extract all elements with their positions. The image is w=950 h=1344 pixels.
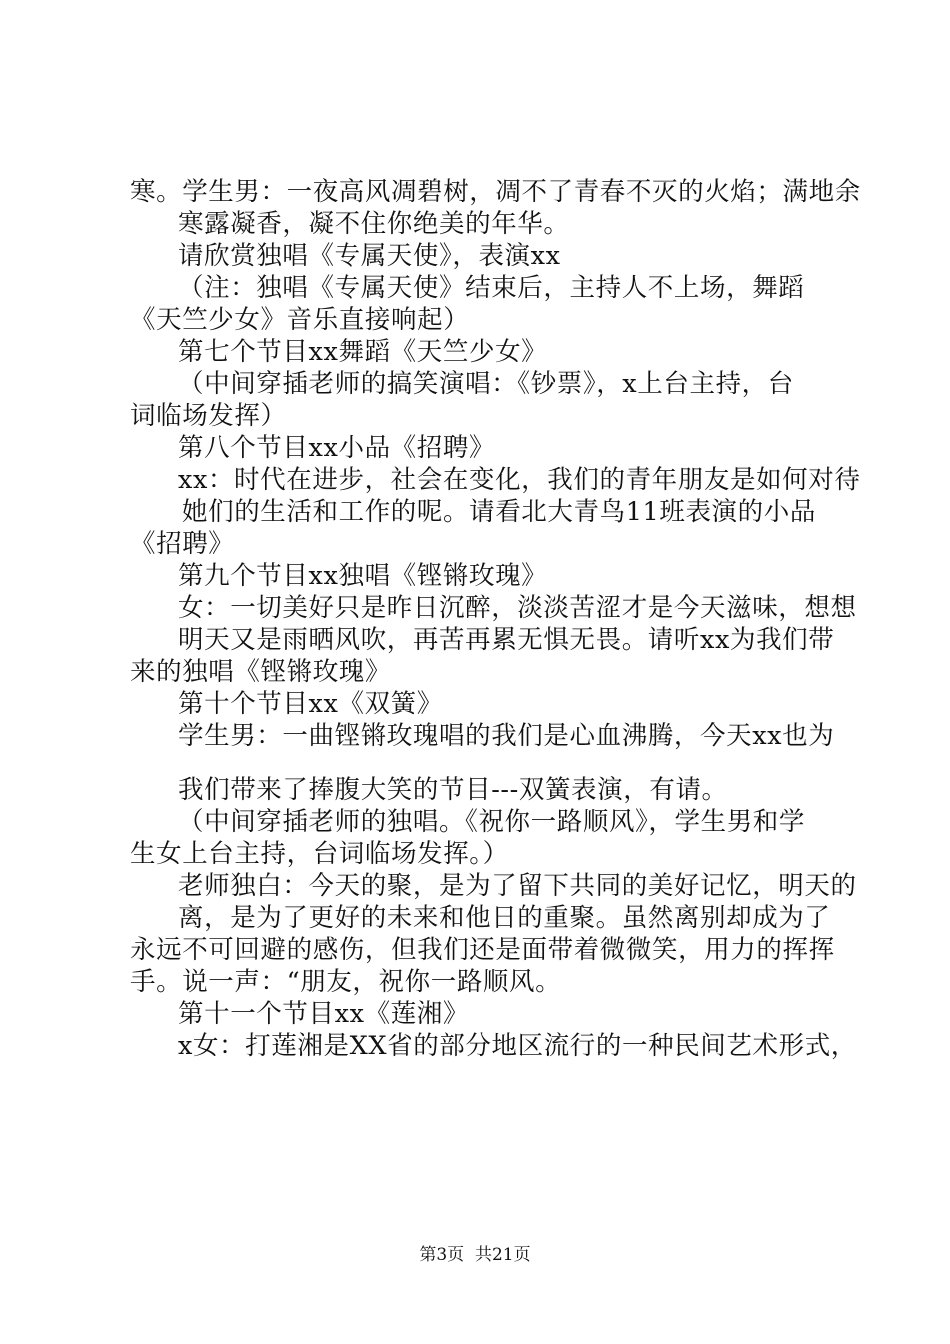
text-line: 永远不可回避的感伤，但我们还是面带着微微笑，用力的挥挥 (130, 935, 835, 965)
text-line: 第八个节目xx小品《招聘》 (178, 433, 496, 463)
text-line: 我们带来了捧腹大笑的节目---双簧表演，有请。 (178, 775, 728, 805)
text-line: 请欣赏独唱《专属天使》，表演xx (178, 241, 561, 271)
document-body (130, 176, 861, 1062)
text-line: 第七个节目xx舞蹈《天竺少女》 (178, 337, 548, 367)
text-line: 生女上台主持，台词临场发挥。） (130, 839, 509, 869)
text-line: 学生男：一曲铿锵玫瑰唱的我们是心血沸腾，今天xx也为 (178, 721, 835, 751)
text-line: （中间穿插老师的独唱。《祝你一路顺风》，学生男和学 (178, 807, 806, 837)
text-line: x女：打莲湘是XX省的部分地区流行的一种民间艺术形式， (178, 1031, 857, 1061)
text-line: 第九个节目xx独唱《铿锵玫瑰》 (178, 561, 548, 591)
text-line: 她们的生活和工作的呢。请看北大青鸟11班表演的小品 (182, 497, 816, 527)
text-line: 明天又是雨晒风吹，再苦再累无惧无畏。请听xx为我们带 (178, 625, 835, 655)
text-line: （中间穿插老师的搞笑演唱：《钞票》，x上台主持，台 (178, 369, 794, 399)
text-line: 老师独白：今天的聚，是为了留下共同的美好记忆，明天的 (178, 871, 857, 901)
page-footer (0, 1244, 950, 1266)
text-line: 词临场发挥） (130, 401, 287, 431)
text-line: 第十一个节目xx《莲湘》 (178, 999, 469, 1029)
text-line: 离，是为了更好的未来和他日的重聚。虽然离别却成为了 (178, 903, 831, 933)
text-line: 手。说一声：“朋友，祝你一路顺风。 (130, 967, 562, 997)
text-line: 《招聘》 (130, 529, 235, 559)
text-line: 来的独唱《铿锵玫瑰》 (130, 657, 392, 687)
text-line: xx：时代在进步，社会在变化，我们的青年朋友是如何对待 (178, 465, 861, 495)
text-line: 寒露凝香，凝不住你绝美的年华。 (178, 209, 570, 239)
text-line: 寒。学生男：一夜高风凋碧树，凋不了青春不灭的火焰；满地余 (130, 177, 861, 207)
text-line: 《天竺少女》音乐直接响起） (130, 305, 470, 335)
page-number: 第3页 共21页 (419, 1245, 531, 1265)
text-line: 女：一切美好只是昨日沉醉，淡淡苦涩才是今天滋味，想想 (178, 593, 857, 623)
text-line: （注：独唱《专属天使》结束后，主持人不上场，舞蹈 (178, 273, 805, 303)
text-line: 第十个节目xx《双簧》 (178, 689, 443, 719)
